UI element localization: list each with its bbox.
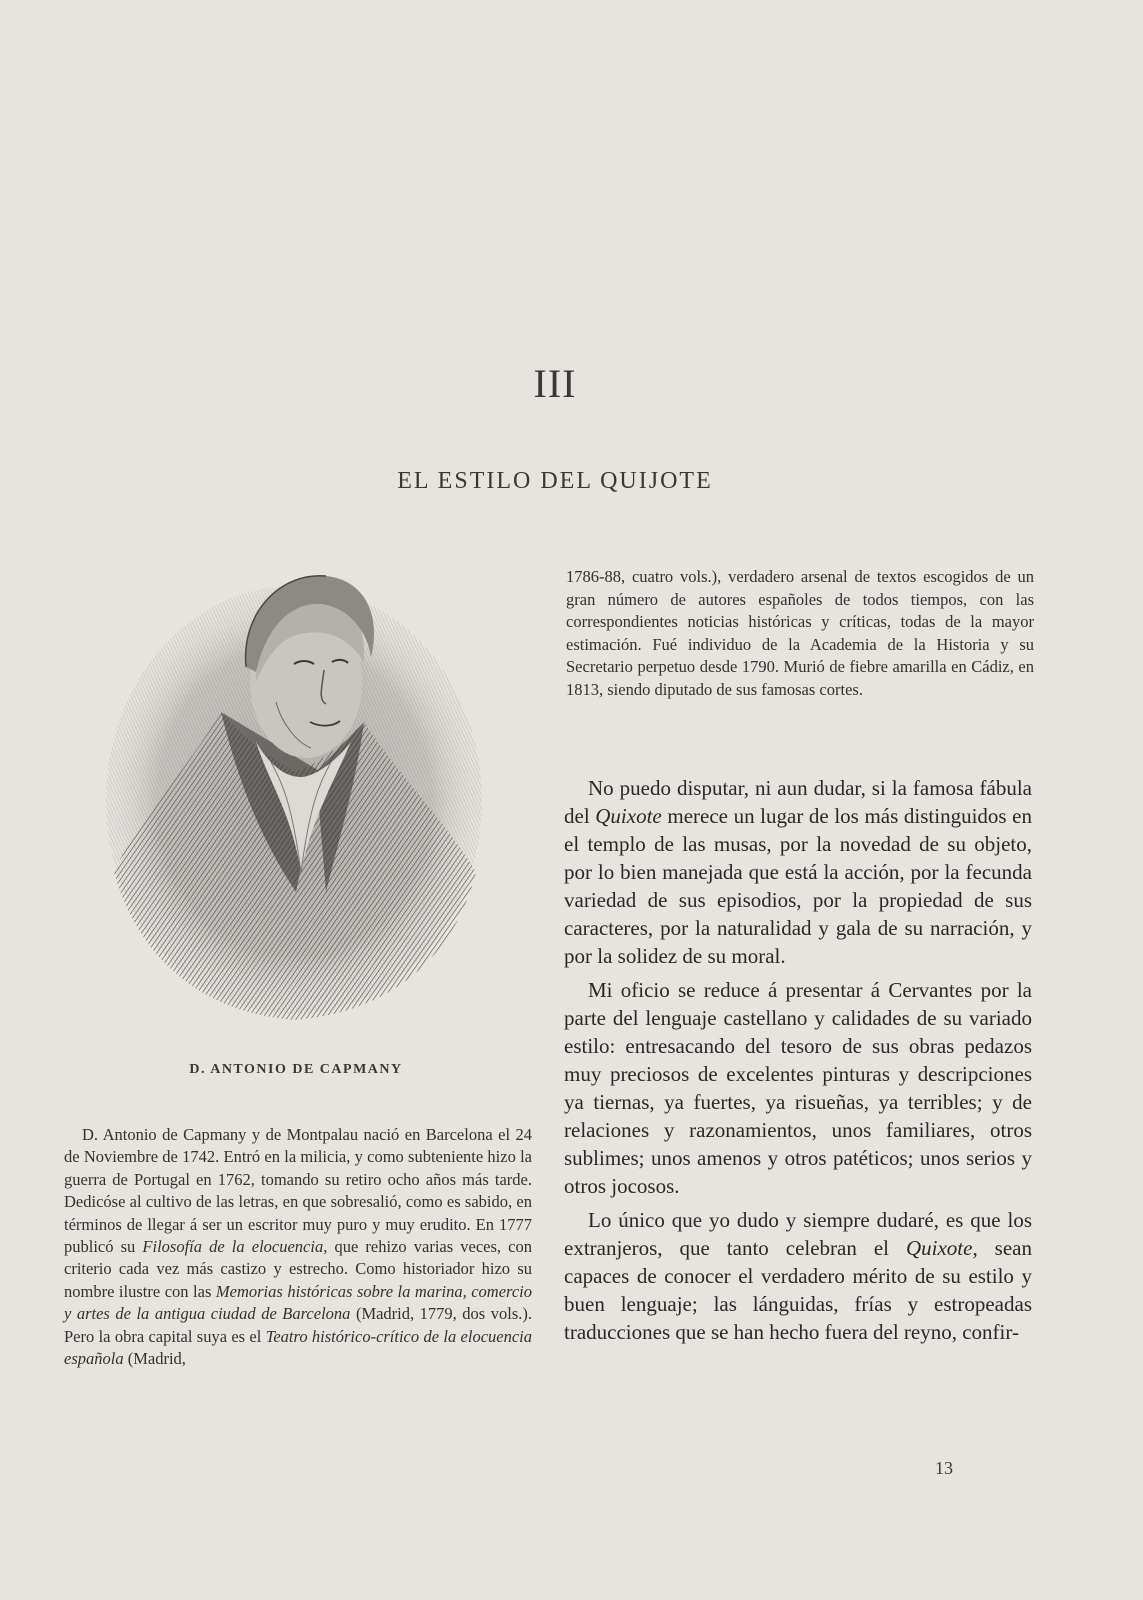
page-number: 13 (935, 1458, 953, 1478)
biography-continuation (566, 566, 1034, 702)
chapter-number: III (533, 361, 577, 406)
biography-footnote (64, 1124, 532, 1370)
bio-paragraph: D. Antonio de Capmany y de Montpalau nació en Barcelona el 24 de Noviembre de 1742. Entró en la milicia, y como subteniente hizo la guerra de Portugal en 1762, tomando su retiro ocho años más tarde. Dedicóse al cultivo de las letras, en que sobresalió, como es sabido, en términos de llegar á ser un escritor muy puro y muy erudito. En 1777 publicó su Filosofía de la elocuencia, que rehizo varias veces, con criterio cada vez más castizo y estrecho. Como historiador hizo su nombre ilustre con las Memorias históricas sobre la marina, comercio y artes de la antigua ciudad de Barcelona (Madrid, 1779, dos vols.). Pero la obra capital suya es el Teatro histórico-crítico de la elocuencia española (Madrid, (64, 1125, 533, 1369)
portrait-engraving (96, 572, 492, 1024)
main-body-text (564, 774, 1032, 1352)
body-paragraph-2: Mi oficio se reduce á presentar á Cervantes por la parte del lenguaje castellano y calidades de su variado estilo: entresacando del tesoro de sus obras pedazos muy preciosos de excelentes pinturas y descripciones ya tiernas, ya fuertes, ya risueñas, ya terribles; y de relaciones y razonamientos, unos familiares, otros sublimes; unos amenos y otros patéticos; unos serios y otros jocosos. (564, 978, 1032, 1198)
portrait-caption: D. ANTONIO DE CAPMANY (189, 1062, 403, 1077)
body-paragraph-3: Lo único que yo dudo y siempre dudaré, es que los extranjeros, que tanto celebran el Quixote, sean capaces de conocer el verdadero mérito de su estilo y buen lenguaje; las lánguidas, frías y estropeadas traducciones que se han hecho fuera del reyno, confir- (564, 1208, 1032, 1344)
bio-continuation-paragraph: 1786-88, cuatro vols.), verdadero arsenal de textos escogidos de un gran número de autores españoles de todos tiempos, con las correspondientes noticias históricas y críticas, todas de la mayor estimación. Fué individuo de la Academia de la Historia y su Secretario perpetuo desde 1790. Murió de fiebre amarilla en Cádiz, en 1813, siendo diputado de sus famosas cortes. (566, 567, 1034, 699)
chapter-title: EL ESTILO DEL QUIJOTE (397, 468, 713, 494)
body-paragraph-1: No puedo disputar, ni aun dudar, si la famosa fábula del Quixote merece un lugar de los más distinguidos en el templo de las musas, por la novedad de su objeto, por lo bien manejada que está la acción, por la fecunda variedad de sus episodios, por la propiedad de sus caracteres, por la naturalidad y gala de su narración, y por la solidez de su moral. (564, 776, 1033, 968)
